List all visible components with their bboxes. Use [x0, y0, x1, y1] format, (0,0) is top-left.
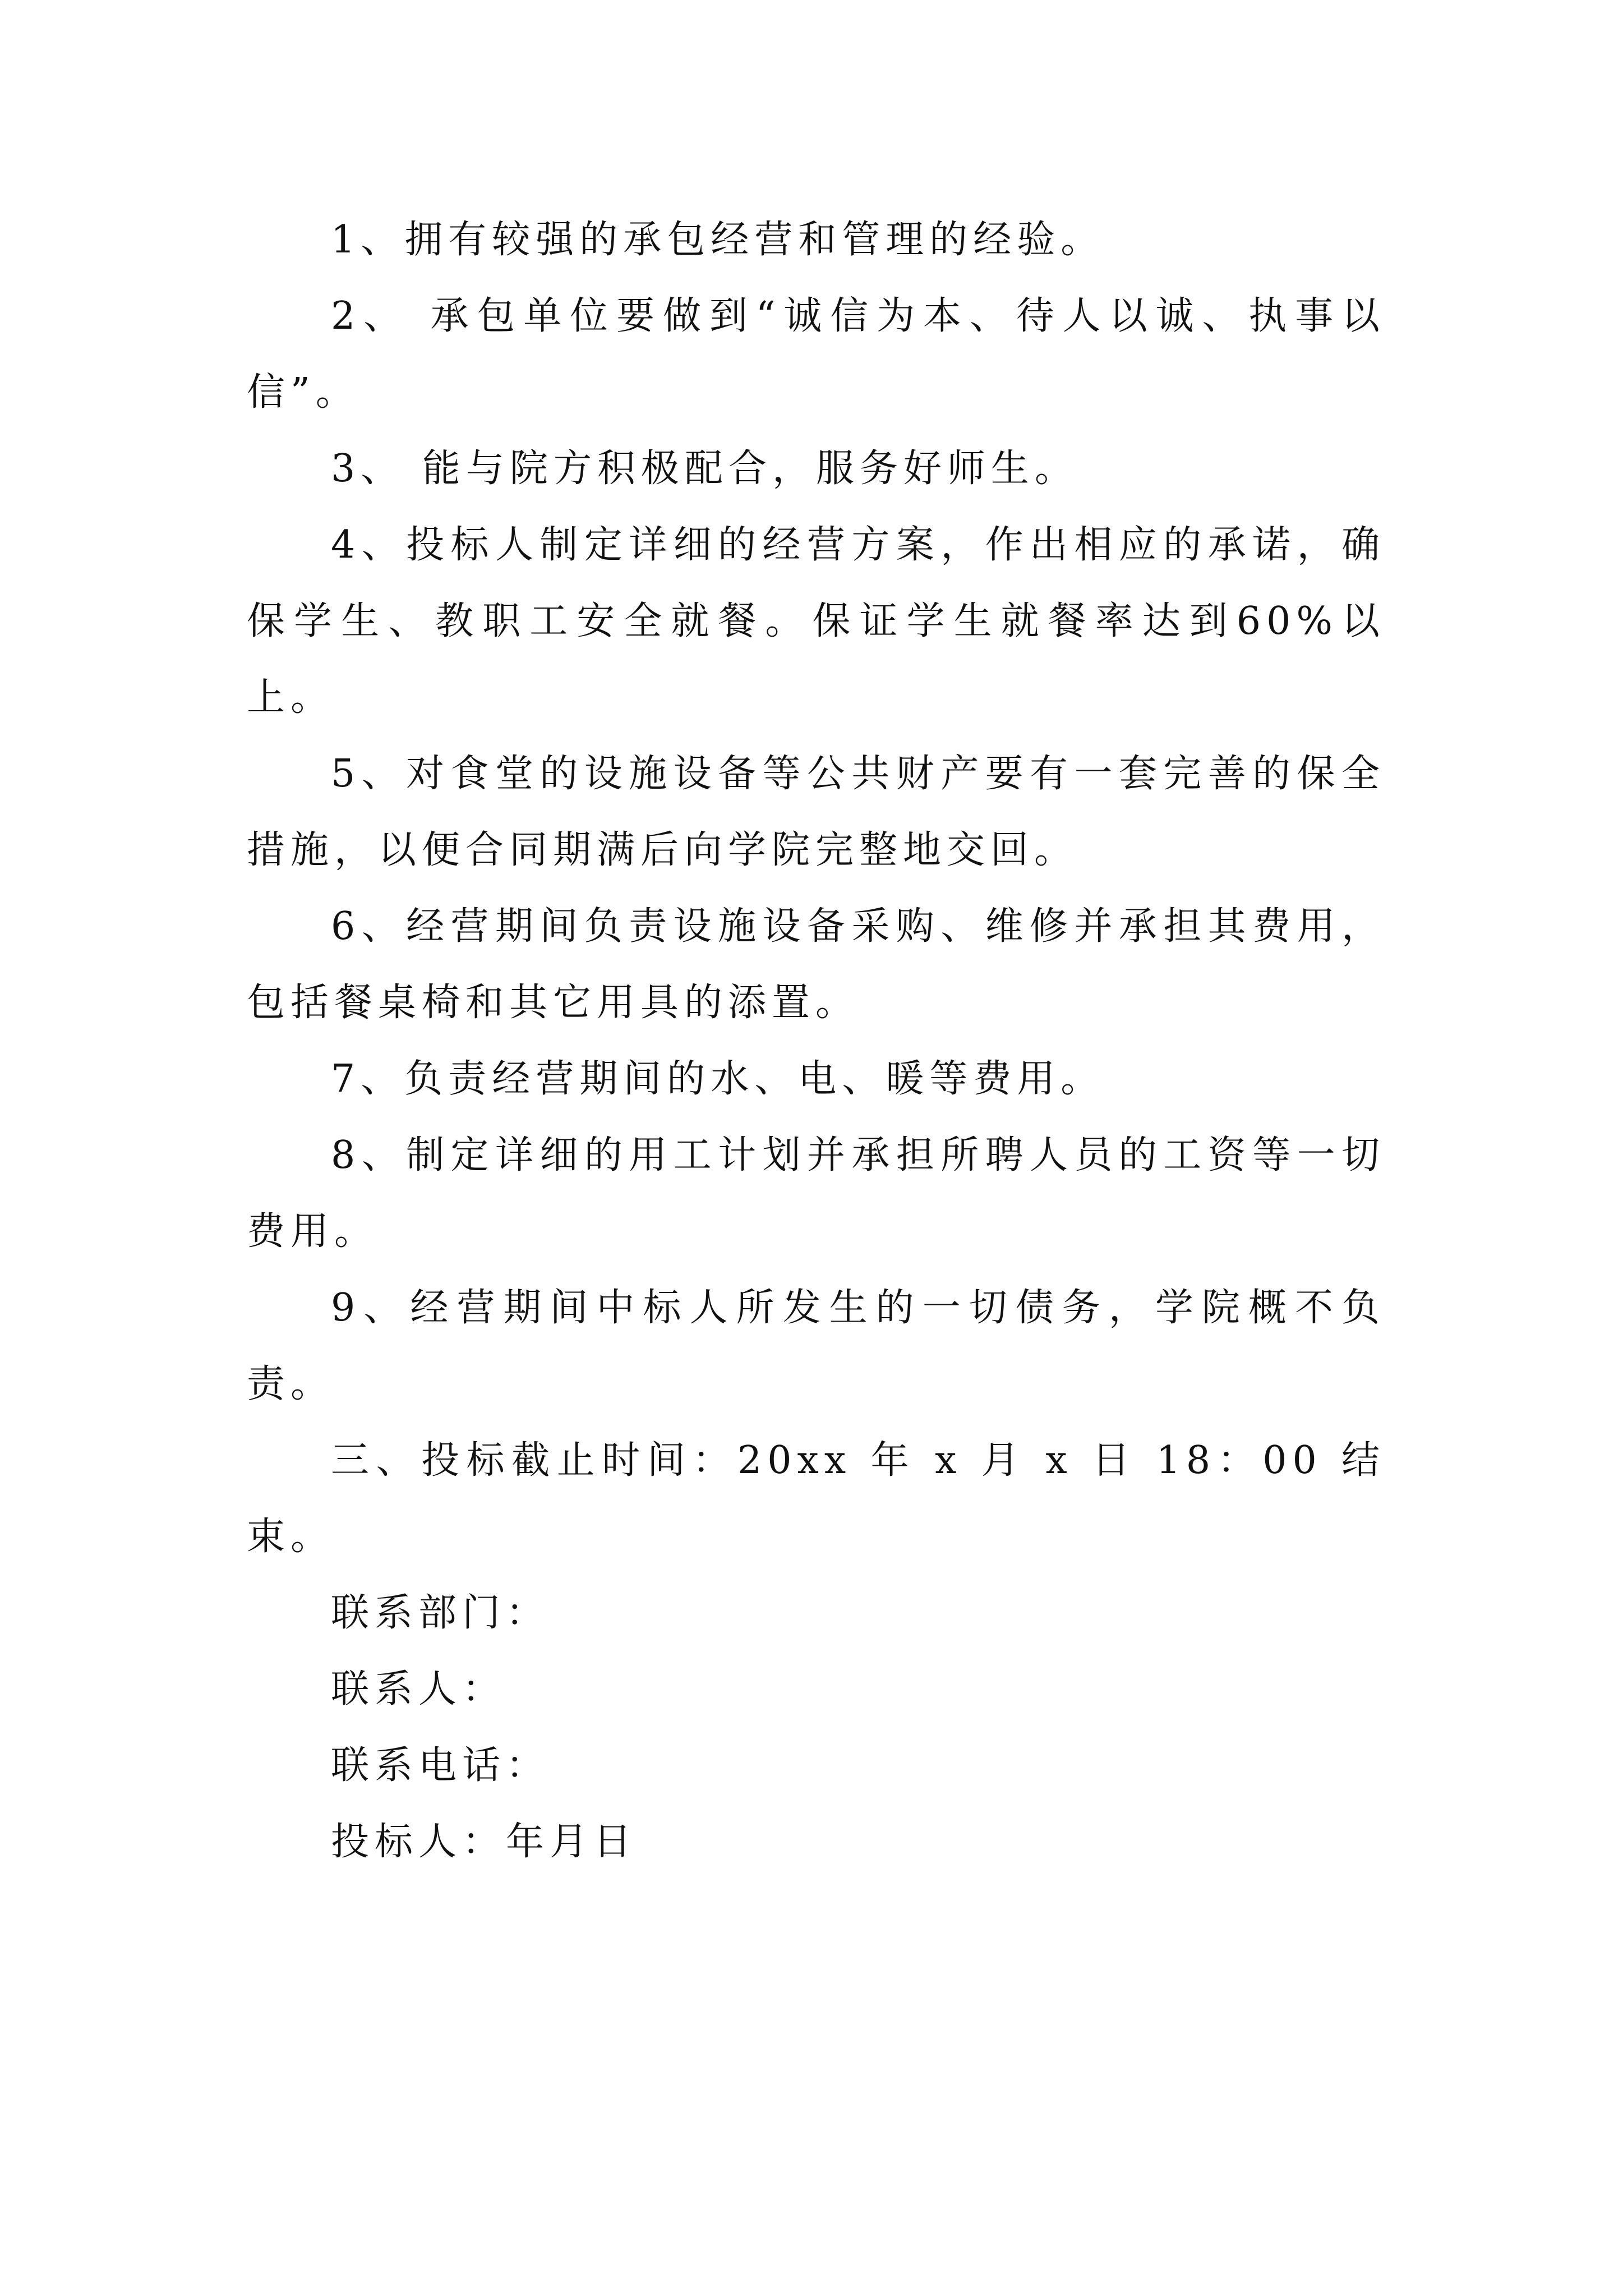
requirement-item-7: 7、负责经营期间的水、电、暖等费用。 — [331, 1057, 1105, 1101]
contact-department: 联系部门： — [331, 1591, 550, 1635]
requirement-item-9: 9、经营期间中标人所发生的一切债务，学院概不负责。 — [247, 1286, 1385, 1406]
requirement-item-4: 4、投标人制定详细的经营方案，作出相应的承诺，确保学生、教职工安全就餐。保证学生就餐率达到60%以上。 — [247, 523, 1385, 720]
bid-deadline: 三、投标截止时间：20xx 年 x 月 x 日 18：00 结束。 — [247, 1438, 1385, 1559]
document-body — [247, 202, 1385, 1880]
requirement-item-1: 1、拥有较强的承包经营和管理的经验。 — [331, 218, 1105, 262]
contact-phone: 联系电话： — [331, 1743, 550, 1788]
requirement-item-2: 2、 承包单位要做到“诚信为本、待人以诚、执事以信”。 — [247, 294, 1385, 415]
requirement-item-3: 3、 能与院方积极配合，服务好师生。 — [331, 447, 1078, 491]
requirement-item-8: 8、制定详细的用工计划并承担所聘人员的工资等一切费用。 — [247, 1133, 1385, 1254]
contact-person: 联系人： — [331, 1667, 506, 1711]
requirement-item-6: 6、经营期间负责设施设备采购、维修并承担其费用，包括餐桌椅和其它用具的添置。 — [247, 904, 1385, 1025]
requirement-item-5: 5、对食堂的设施设备等公共财产要有一套完善的保全措施，以便合同期满后向学院完整地交回。 — [247, 752, 1385, 872]
bidder-signature-date: 投标人：年月日 — [331, 1820, 638, 1864]
